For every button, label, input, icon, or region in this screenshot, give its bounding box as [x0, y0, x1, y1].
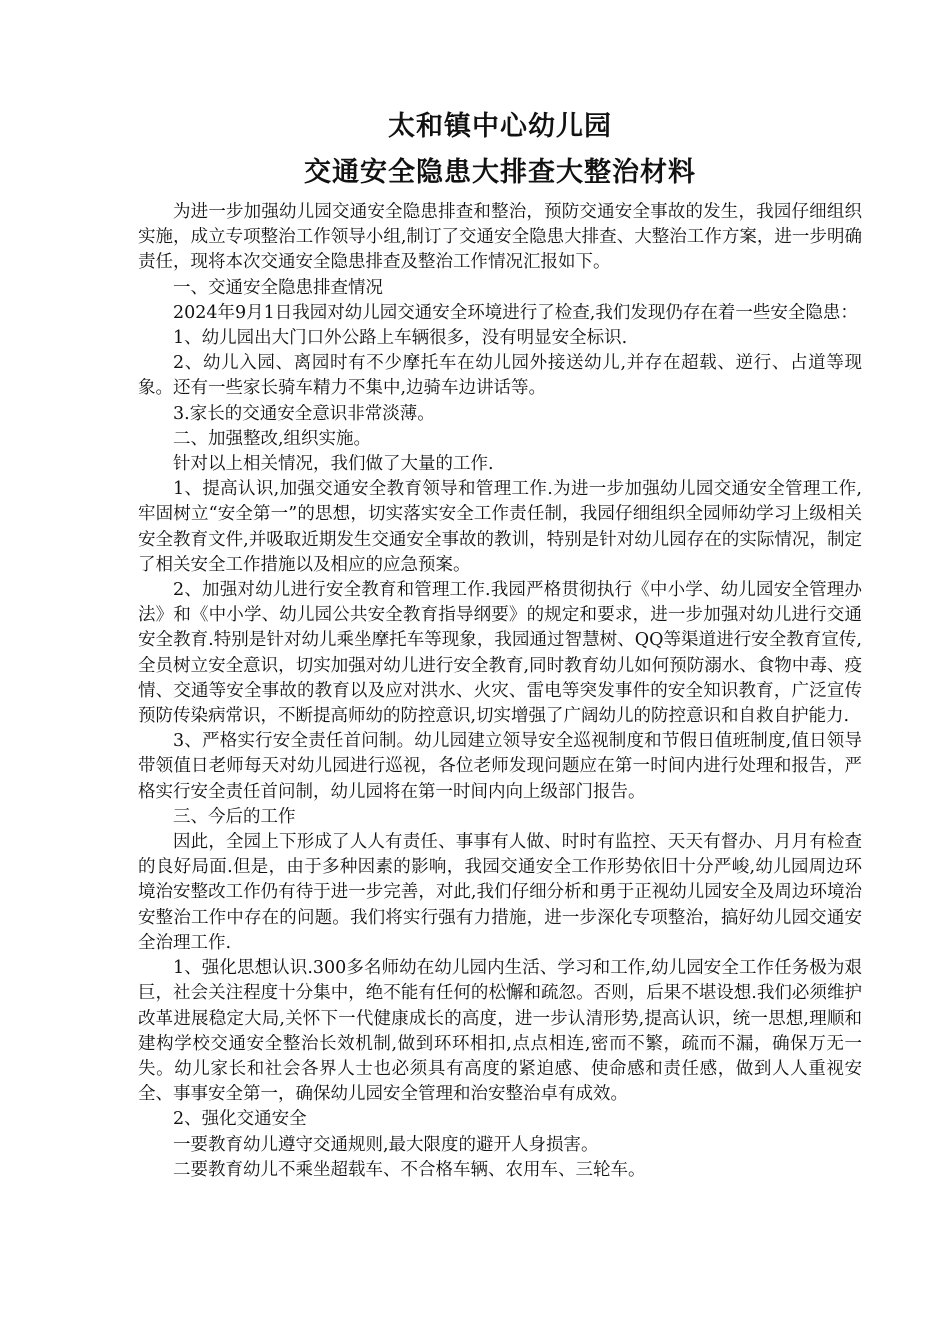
list-item: 2、幼儿入园、离园时有不少摩托车在幼儿园外接送幼儿,并存在超载、逆行、占道等现象。还有一些家长骑车精力不集中,边骑车边讲话等。 — [138, 353, 862, 399]
list-item: 2、强化交通安全 — [173, 1109, 307, 1130]
document-subtitle: 交通安全隐患大排查大整治材料 — [304, 157, 696, 188]
paragraph-intro: 为进一步加强幼儿园交通安全隐患排查和整治，预防交通安全事故的发生，我园仔细组织实施，成立专项整治工作领导小组,制订了交通安全隐患大排查、大整治工作方案，进一步明确责任，现将本次交通安全隐患排查及整治工作情况汇报如下。 — [138, 202, 862, 273]
list-item: 2、加强对幼儿进行安全教育和管理工作.我园严格贯彻执行《中小学、幼儿园安全管理办法》和《中小学、幼儿园公共安全教育指导纲要》的规定和要求，进一步加强对幼儿进行交通安全教育.特别是针对幼儿乘坐摩托车等现象，我园通过智慧树、QQ等渠道进行安全教育宣传,全员树立安全意识，切实加强对幼儿进行安全教育,同时教育幼儿如何预防溺水、食物中毒、疫情、交通等安全事故的教育以及应对洪水、火灾、雷电等突发事件的安全知识教育，广泛宣传预防传染病常识，不断提高师幼的防控意识,切实增强了广阔幼儿的防控意识和自救自护能力. — [138, 580, 862, 727]
paragraph: 一要教育幼儿遵守交通规则,最大限度的避开人身损害。 — [173, 1134, 599, 1155]
list-item: 3、严格实行安全责任首问制。幼儿园建立领导安全巡视制度和节假日值班制度,值日领导带领值日老师每天对幼儿园进行巡视，各位老师发现问题应在第一时间内进行处理和报告，严格实行安全责任首问制，幼儿园将在第一时间内向上级部门报告。 — [138, 731, 862, 802]
list-item: 1、幼儿园出大门口外公路上车辆很多，没有明显安全标识. — [173, 328, 628, 349]
section-heading-1: 一、交通安全隐患排查情况 — [173, 277, 383, 298]
paragraph: 2024年9月1日我园对幼儿园交通安全环境进行了检查,我们发现仍存在着一些安全隐患： — [173, 302, 858, 323]
list-item: 3.家长的交通安全意识非常淡薄。 — [173, 403, 435, 424]
document-page — [138, 104, 862, 1183]
document-title: 太和镇中心幼儿园 — [388, 111, 612, 142]
list-item: 1、强化思想认识.300多名师幼在幼儿园内生活、学习和工作,幼儿园安全工作任务极为艰巨，社会关注程度十分集中，绝不能有任何的松懈和疏忽。否则，后果不堪设想.我们必须维护改革进展稳定大局,关怀下一代健康成长的高度，进一步认清形势,提高认识，统一思想,理顺和建构学校交通安全整治长效机制,做到环环相扣,点点相连,密而不繁，疏而不漏，确保万无一失。幼儿家长和社会各界人士也必须具有高度的紧迫感、使命感和责任感，做到人人重视安全、事事安全第一，确保幼儿园安全管理和治安整治卓有成效。 — [138, 958, 862, 1105]
section-heading-2: 二、加强整改,组织实施。 — [173, 428, 372, 449]
paragraph: 因此，全园上下形成了人人有责任、事事有人做、时时有监控、天天有督办、月月有检查的良好局面.但是，由于多种因素的影响，我园交通安全工作形势依旧十分严峻,幼儿园周边环境治安整改工作仍有待于进一步完善，对此,我们仔细分析和勇于正视幼儿园安全及周边环境治安整治工作中存在的问题。我们将实行强有力措施，进一步深化专项整治，搞好幼儿园交通安全治理工作. — [138, 832, 862, 953]
paragraph: 针对以上相关情况，我们做了大量的工作. — [173, 454, 494, 475]
section-heading-3: 三、今后的工作 — [173, 806, 296, 827]
paragraph: 二要教育幼儿不乘坐超载车、不合格车辆、农用车、三轮车。 — [173, 1159, 646, 1180]
list-item: 1、提高认识,加强交通安全教育领导和管理工作.为进一步加强幼儿园交通安全管理工作,牢固树立“安全第一”的思想，切实落实安全工作责任制，我园仔细组织全园师幼学习上级相关安全教育文件,并吸取近期发生交通安全事故的教训，特别是针对幼儿园存在的实际情况，制定了相关安全工作措施以及相应的应急预案。 — [138, 479, 862, 575]
